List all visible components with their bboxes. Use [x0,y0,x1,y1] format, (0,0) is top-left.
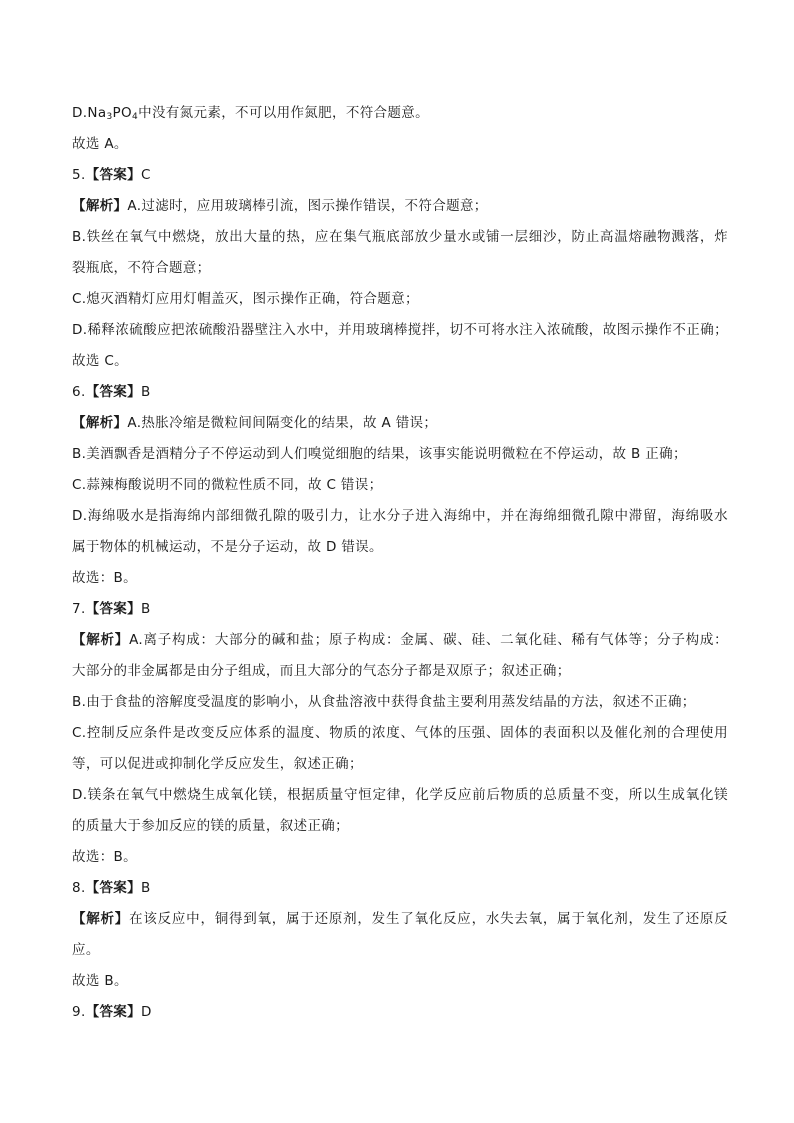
text-line: 属于物体的机械运动，不是分子运动，故 D 错误。 [72,539,383,555]
text-line: 故选 A。 [72,136,128,152]
answer-heading: 9.【答案】D [72,1004,152,1020]
text-line: 故选 C。 [72,353,128,369]
text-line: D.海绵吸水是指海绵内部细微孔隙的吸引力，让水分子进入海绵中，并在海绵细微孔隙中滞留，海绵吸水 [72,508,728,524]
text-line: C.熄灭酒精灯应用灯帽盖灭，图示操作正确，符合题意； [72,291,419,307]
analysis-line: 【解析】A.热胀冷缩是微粒间间隔变化的结果，故 A 错误； [72,415,438,431]
answer-heading: 6.【答案】B [72,384,151,400]
answer-heading: 8.【答案】B [72,880,151,896]
text-line: 故选：B。 [72,849,138,865]
text-line: C.蒜辣梅酸说明不同的微粒性质不同，故 C 错误； [72,477,383,493]
text-line: 大部分的非金属都是由分子组成，而且大部分的气态分子都是双原子；叙述正确； [72,663,571,679]
analysis-line: 【解析】A.离子构成：大部分的碱和盐；原子构成：金属、碳、硅、二氧化硅、稀有气体等；分子构成： [72,632,728,648]
text-line: C.控制反应条件是改变反应体系的温度、物质的浓度、气体的压强、固体的表面积以及催化剂的合理使用 [72,725,728,741]
text-line: B.由于食盐的溶解度受温度的影响小，从食盐溶液中获得食盐主要利用蒸发结晶的方法，叙述不正确； [72,694,696,710]
analysis-line: 【解析】A.过滤时，应用玻璃棒引流，图示操作错误，不符合题意； [72,198,488,214]
text-line: B.铁丝在氧气中燃烧，放出大量的热，应在集气瓶底部放少量水或铺一层细沙，防止高温熔融物溅落，炸 [72,229,728,245]
text-line: 故选：B。 [72,570,138,586]
text-line: $D.Na_3PO_4$中没有氮元素，不可以用作氮肥，不符合题意。 [72,105,429,122]
text-line: 应。 [72,942,100,958]
analysis-line: 【解析】在该反应中，铜得到氧，属于还原剂，发生了氧化反应，水失去氧，属于氧化剂，发生了还原反 [72,911,729,927]
text-line: D.稀释浓硫酸应把浓硫酸沿器壁注入水中，并用玻璃棒搅拌，切不可将水注入浓硫酸，故图示操作不正确； [72,322,728,338]
document-body [72,98,728,1028]
text-line: 故选 B。 [72,973,128,989]
text-line: B.美酒飘香是酒精分子不停运动到人们嗅觉细胞的结果，该事实能说明微粒在不停运动，故 B 正确； [72,446,687,462]
text-line: 等，可以促进或抑制化学反应发生，叙述正确； [72,756,363,772]
answer-heading: 7.【答案】B [72,601,151,617]
text-line: 裂瓶底，不符合题意； [72,260,211,276]
text-line: D.镁条在氧气中燃烧生成氧化镁，根据质量守恒定律，化学反应前后物质的总质量不变，所以生成氧化镁 [72,787,728,803]
answer-heading: 5.【答案】C [72,167,151,183]
text-line: 的质量大于参加反应的镁的质量，叙述正确； [72,818,349,834]
